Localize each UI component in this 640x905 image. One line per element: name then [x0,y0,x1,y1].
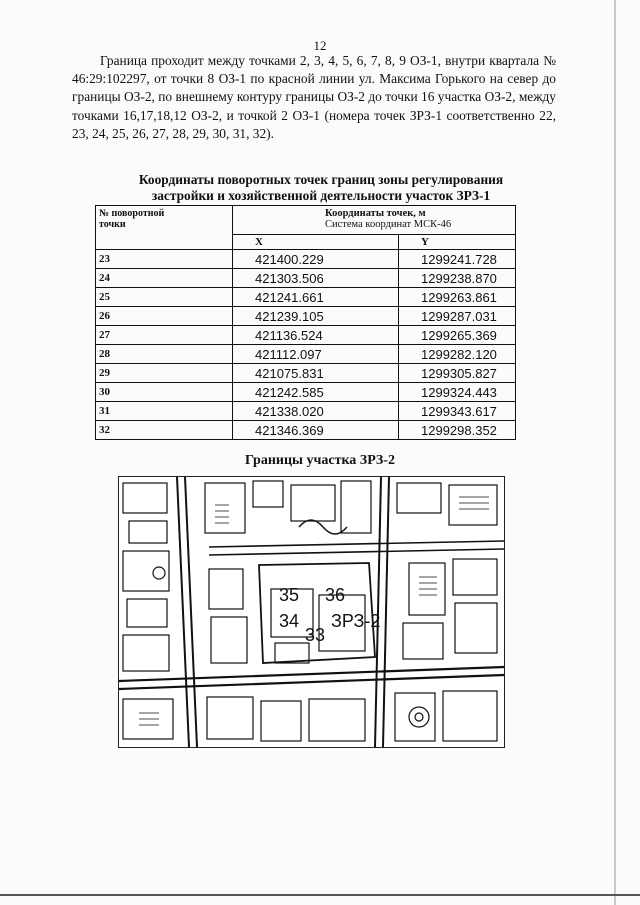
table-row [96,383,516,402]
cell-y: 1299298.352 [399,421,516,440]
map-drawing [119,477,504,747]
cell-y: 1299324.443 [399,383,516,402]
cell-x: 421136.524 [233,326,399,345]
header-x: X [233,235,399,250]
table-row [96,269,516,288]
map-label-33: 33 [305,625,326,645]
table-header-row [96,206,516,235]
cell-x: 421241.661 [233,288,399,307]
coordinates-table [95,205,516,440]
cell-point: 25 [96,288,233,307]
cell-x: 421346.369 [233,421,399,440]
header-point-number [96,206,233,250]
cell-y: 1299241.728 [399,250,516,269]
table-title-line2: застройки и хозяйственной деятельности участок ЗРЗ-1 [151,188,491,203]
cell-point: 29 [96,364,233,383]
cell-point: 24 [96,269,233,288]
body-paragraph: Граница проходит между точками 2, 3, 4, 5, 6, 7, 8, 9 ОЗ-1, внутри квартала № 46:29:102297, от точки 8 ОЗ-1 по красной линии ул. Максима Горького на север до границы ОЗ-2, по внешнему контуру границы ОЗ-2 до точки 16 участка ОЗ-2, между точками 16,17,18,12 ОЗ-2, и точкой 2 ОЗ-1 (номера точек ЗРЗ-1 соответственно 22, 23, 24, 25, 26, 27, 28, 29, 30, 31, 32). [72,53,556,141]
cell-y: 1299282.120 [399,345,516,364]
cell-x: 421400.229 [233,250,399,269]
cell-x: 421303.506 [233,269,399,288]
cell-x: 421239.105 [233,307,399,326]
cell-point: 28 [96,345,233,364]
cell-point: 26 [96,307,233,326]
map-title: Границы участка ЗРЗ-2 [245,453,395,468]
table-title-line1: Координаты поворотных точек границ зоны регулирования [138,172,504,187]
header-point-line1: № поворотной [99,208,165,219]
cell-point: 27 [96,326,233,345]
header-coords-line1: Координаты точек, м [325,208,426,219]
cell-y: 1299305.827 [399,364,516,383]
table-row [96,250,516,269]
table-row [96,364,516,383]
table-row [96,307,516,326]
table-row [96,421,516,440]
cell-y: 1299287.031 [399,307,516,326]
table-title [98,172,544,204]
cell-point: 32 [96,421,233,440]
cell-y: 1299343.617 [399,402,516,421]
map-label-35: 35 [279,585,300,605]
header-coordinates [233,206,516,235]
cell-y: 1299238.870 [399,269,516,288]
header-y: Y [399,235,516,250]
cell-point: 30 [96,383,233,402]
cell-x: 421075.831 [233,364,399,383]
cell-y: 1299263.861 [399,288,516,307]
footer-rule [0,894,640,896]
cell-x: 421112.097 [233,345,399,364]
table-row [96,402,516,421]
page-number: 12 [313,38,327,53]
header-coords-line2: Система координат МСК-46 [325,219,452,230]
cadastral-map [118,476,505,748]
cell-point: 23 [96,250,233,269]
cell-x: 421338.020 [233,402,399,421]
map-label-36: 36 [325,585,346,605]
map-label-zone: ЗРЗ-2 [331,611,381,631]
cell-y: 1299265.369 [399,326,516,345]
cell-point: 31 [96,402,233,421]
cell-x: 421242.585 [233,383,399,402]
header-point-line2: точки [99,219,126,230]
table-row [96,288,516,307]
table-row [96,326,516,345]
map-label-34: 34 [279,611,300,631]
table-row [96,345,516,364]
